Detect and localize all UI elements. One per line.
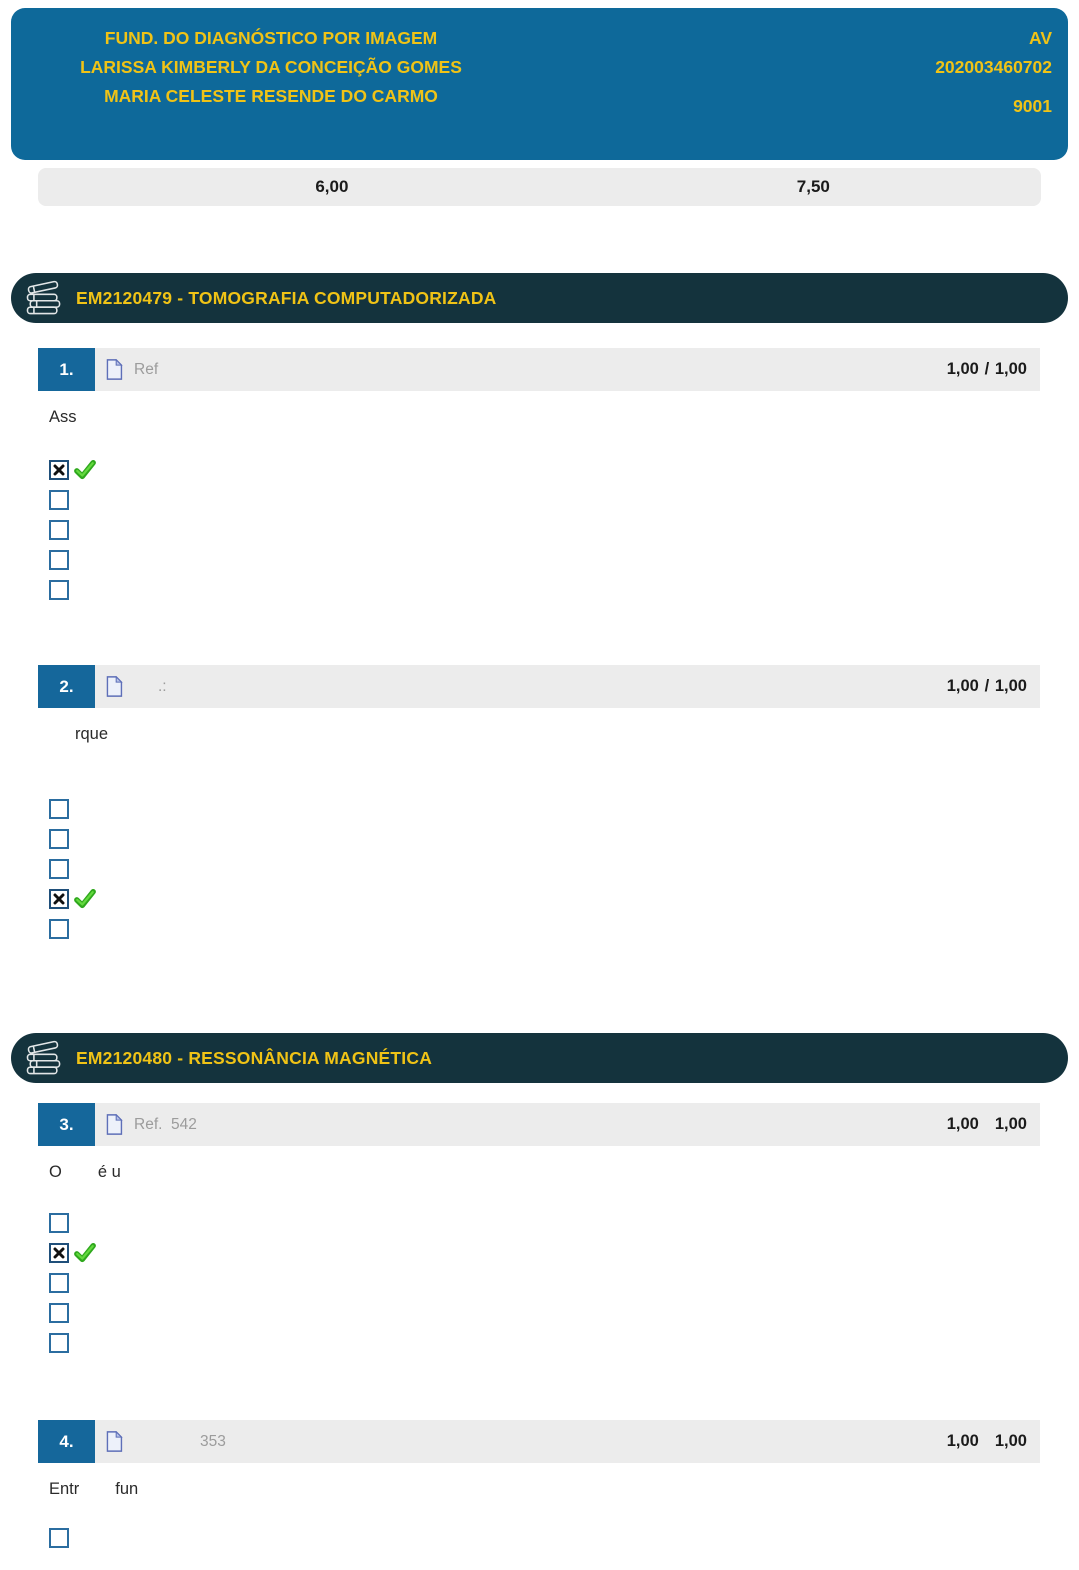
green-check-icon <box>74 889 96 909</box>
correct-answer-check-icon <box>74 460 96 480</box>
question-prompt <box>49 1162 1079 1182</box>
answer-checkbox[interactable] <box>49 490 69 510</box>
answer-options <box>49 1523 1079 1553</box>
answer-checkbox[interactable] <box>49 1303 69 1323</box>
answer-checkbox[interactable] <box>49 919 69 939</box>
student-name: LARISSA KIMBERLY DA CONCEIÇÃO GOMES <box>80 57 462 77</box>
score-earned: 1,00 <box>946 1432 979 1450</box>
exam-type: AV <box>1028 28 1052 48</box>
answer-checkbox-checked[interactable] <box>49 1243 69 1263</box>
question-number-badge: 2. <box>38 665 95 708</box>
question-block-2 <box>0 665 1079 944</box>
question-header-bar <box>95 665 1040 708</box>
answer-option-row <box>49 545 1079 575</box>
document-icon <box>105 1431 123 1452</box>
answer-options <box>49 455 1079 605</box>
question-header-bar <box>95 348 1040 391</box>
prompt-part1: rque <box>75 725 109 743</box>
question-3-header <box>38 1103 1040 1146</box>
answer-options <box>49 1208 1079 1358</box>
question-block-3 <box>0 1103 1079 1358</box>
document-icon <box>105 359 123 380</box>
question-ref-label: .: <box>158 677 167 695</box>
answer-option-row <box>49 1523 1079 1553</box>
score-obtained: 6,00 <box>315 177 349 196</box>
section-header-ressonancia <box>11 1033 1068 1083</box>
x-mark-icon <box>53 464 65 476</box>
section-title: EM2120479 - TOMOGRAFIA COMPUTADORIZADA <box>76 287 497 308</box>
answer-checkbox[interactable] <box>49 550 69 570</box>
section-header-tomografia <box>11 273 1068 323</box>
prompt-part1: Ass <box>49 408 77 426</box>
question-ref-label: 353 <box>200 1432 226 1450</box>
prompt-part1: Entr <box>49 1480 80 1498</box>
question-ref-label: Ref <box>134 360 159 378</box>
header-right-block <box>935 24 1052 160</box>
question-header-bar <box>95 1420 1040 1463</box>
question-number-badge: 3. <box>38 1103 95 1146</box>
question-prompt <box>49 407 1079 427</box>
score-separator: / <box>984 360 990 378</box>
score-separator: / <box>984 677 990 695</box>
books-stack-icon <box>22 1036 66 1080</box>
question-number-badge: 1. <box>38 348 95 391</box>
question-score <box>947 677 1027 696</box>
answer-option-row <box>49 854 1079 884</box>
question-prompt <box>49 1479 1079 1499</box>
prompt-part1: O <box>49 1163 62 1181</box>
score-total: 1,00 <box>994 1432 1027 1450</box>
class-code: 9001 <box>1013 96 1052 116</box>
books-stack-icon <box>22 276 66 320</box>
answer-checkbox[interactable] <box>49 580 69 600</box>
question-block-4 <box>0 1420 1079 1553</box>
x-mark-icon <box>53 893 65 905</box>
answer-option-row <box>49 824 1079 854</box>
correct-answer-check-icon <box>74 1243 96 1263</box>
teacher-name: MARIA CELESTE RESENDE DO CARMO <box>104 86 438 106</box>
question-ref-label: Ref. 542 <box>134 1115 197 1133</box>
answer-option-row <box>49 1208 1079 1238</box>
score-maximum: 7,50 <box>796 177 830 196</box>
question-header-bar <box>95 1103 1040 1146</box>
document-icon <box>105 676 123 697</box>
answer-option-row <box>49 1328 1079 1358</box>
answer-option-row <box>49 914 1079 944</box>
header-left-block <box>21 24 521 160</box>
answer-option-row <box>49 794 1079 824</box>
answer-checkbox[interactable] <box>49 1213 69 1233</box>
score-earned: 1,00 <box>946 1115 979 1133</box>
course-title: FUND. DO DIAGNÓSTICO POR IMAGEM <box>104 28 438 48</box>
answer-option-row <box>49 1298 1079 1328</box>
question-prompt <box>75 724 1079 744</box>
question-4-header <box>38 1420 1040 1463</box>
green-check-icon <box>74 1243 96 1263</box>
answer-option-row <box>49 485 1079 515</box>
prompt-part2: fun <box>115 1480 139 1498</box>
correct-answer-check-icon <box>74 889 96 909</box>
question-1-header <box>38 348 1040 391</box>
answer-checkbox[interactable] <box>49 1528 69 1548</box>
green-check-icon <box>74 460 96 480</box>
score-total: 1,00 <box>994 677 1027 695</box>
score-earned: 1,00 <box>946 677 979 695</box>
answer-checkbox-checked[interactable] <box>49 889 69 909</box>
answer-checkbox-checked[interactable] <box>49 460 69 480</box>
question-2-header <box>38 665 1040 708</box>
question-block-1 <box>0 348 1079 605</box>
answer-option-row <box>49 575 1079 605</box>
answer-checkbox[interactable] <box>49 520 69 540</box>
section-title: EM2120480 - RESSONÂNCIA MAGNÉTICA <box>76 1047 433 1068</box>
score-summary-bar <box>38 168 1041 206</box>
answer-option-row <box>49 1268 1079 1298</box>
question-score <box>947 1432 1027 1451</box>
question-score <box>947 1115 1027 1134</box>
answer-checkbox[interactable] <box>49 1333 69 1353</box>
exam-header-card <box>11 8 1068 160</box>
answer-option-row <box>49 1238 1079 1268</box>
prompt-part2: é u <box>97 1163 121 1181</box>
question-number-badge: 4. <box>38 1420 95 1463</box>
enrollment-number: 202003460702 <box>935 57 1052 77</box>
answer-option-row <box>49 884 1079 914</box>
answer-option-row <box>49 455 1079 485</box>
score-earned: 1,00 <box>946 360 979 378</box>
answer-checkbox[interactable] <box>49 799 69 819</box>
question-score <box>947 360 1027 379</box>
answer-checkbox[interactable] <box>49 1273 69 1293</box>
answer-checkbox[interactable] <box>49 859 69 879</box>
score-total: 1,00 <box>994 1115 1027 1133</box>
score-total: 1,00 <box>994 360 1027 378</box>
document-icon <box>105 1114 123 1135</box>
answer-options <box>49 794 1079 944</box>
answer-checkbox[interactable] <box>49 829 69 849</box>
x-mark-icon <box>53 1247 65 1259</box>
answer-option-row <box>49 515 1079 545</box>
